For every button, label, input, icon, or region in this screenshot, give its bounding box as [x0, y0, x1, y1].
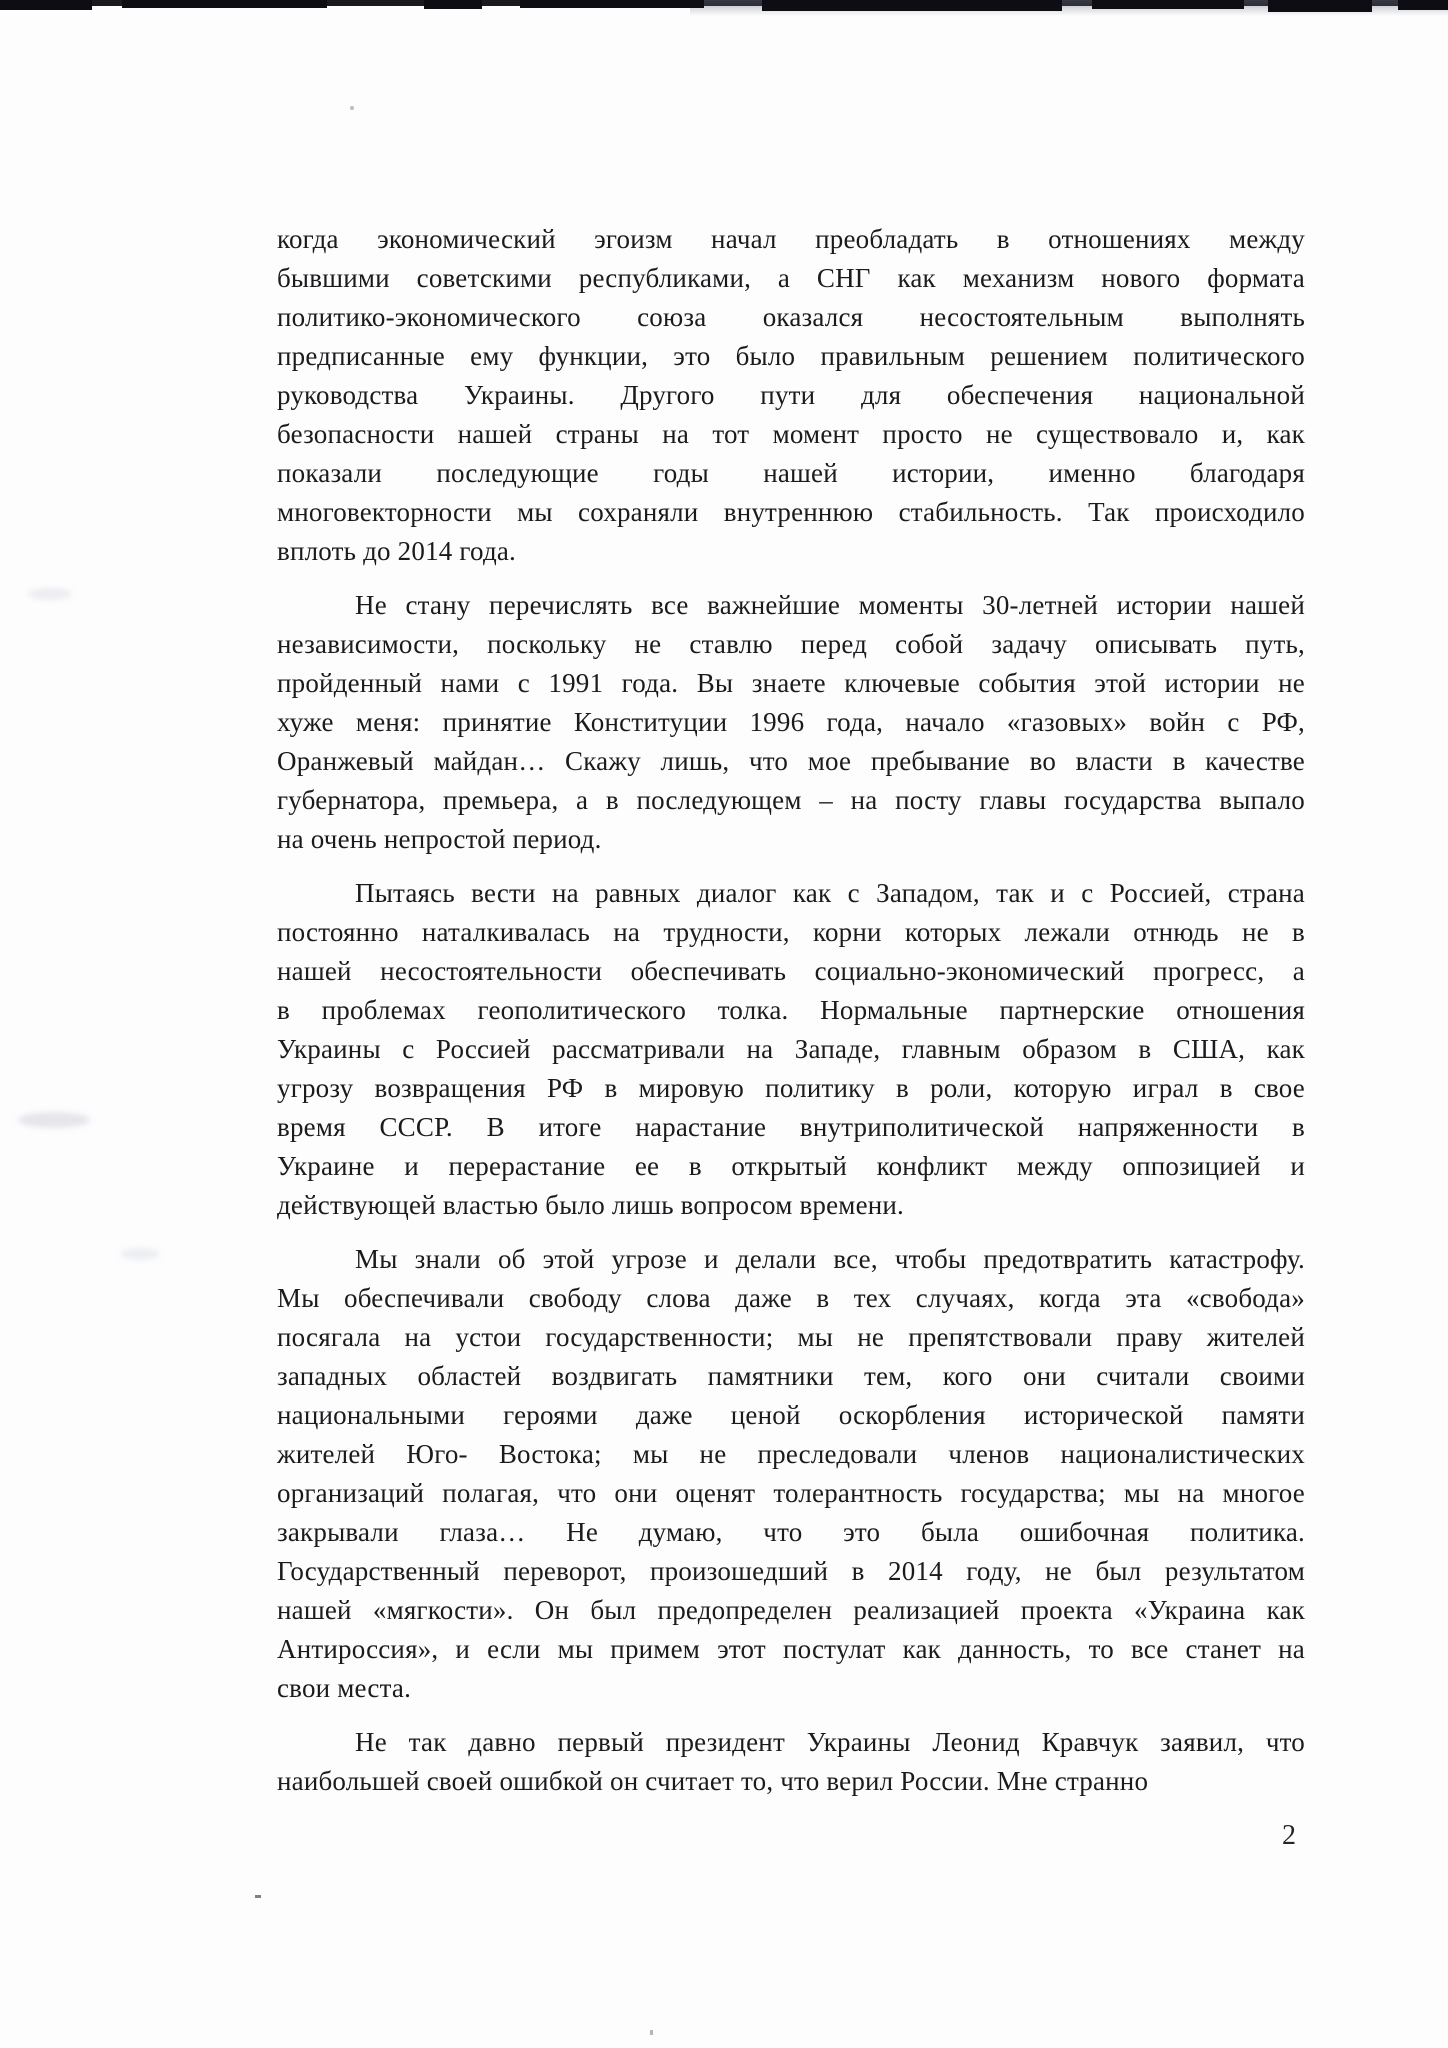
text-line: свои места. — [277, 1673, 412, 1703]
text-line: нашей «мягкости». Он был предопределен реализацией проекта «Украина как — [277, 1595, 1305, 1625]
paragraph — [277, 220, 1305, 571]
text-line: Не стану перечислять все важнейшие моменты 30-летней истории нашей — [355, 590, 1305, 620]
scan-speck — [650, 2030, 653, 2035]
text-line: Пытаясь вести на равных диалог как с Западом, так и с Россией, страна — [355, 878, 1305, 908]
text-line: когда экономический эгоизм начал преобладать в отношениях между — [277, 224, 1305, 254]
text-line: действующей властью было лишь вопросом времени. — [277, 1190, 905, 1220]
text-line: показали последующие годы нашей истории, именно благодаря — [277, 458, 1305, 488]
text-line: посягала на устои государственности; мы не препятствовали праву жителей — [277, 1322, 1305, 1352]
text-line: безопасности нашей страны на тот момент просто не существовало и, как — [277, 419, 1305, 449]
scan-smudge — [120, 1248, 160, 1260]
text-line: организаций полагая, что они оценят толерантность государства; мы на многое — [277, 1478, 1305, 1508]
text-line: Мы обеспечивали свободу слова даже в тех случаях, когда эта «свобода» — [277, 1283, 1305, 1313]
text-line: политико-экономического союза оказался несостоятельным выполнять — [277, 302, 1305, 332]
text-line: в проблемах геополитического толка. Нормальные партнерские отношения — [277, 995, 1305, 1025]
text-line: постоянно наталкивалась на трудности, корни которых лежали отнюдь не в — [277, 917, 1305, 947]
text-line: многовекторности мы сохраняли внутреннюю стабильность. Так происходило — [277, 497, 1305, 527]
text-line: независимости, поскольку не ставлю перед собой задачу описывать путь, — [277, 629, 1305, 659]
scan-speck — [350, 106, 354, 110]
text-line: национальными героями даже ценой оскорбления исторической памяти — [277, 1400, 1305, 1430]
text-line: время СССР. В итоге нарастание внутриполитической напряженности в — [277, 1112, 1305, 1142]
paragraph — [277, 586, 1305, 859]
text-line: руководства Украины. Другого пути для обеспечения национальной — [277, 380, 1305, 410]
page-number: 2 — [1282, 1820, 1296, 1851]
text-line: закрывали глаза… Не думаю, что это была ошибочная политика. — [277, 1517, 1305, 1547]
text-line: Украине и перерастание ее в открытый конфликт между оппозицией и — [277, 1151, 1305, 1181]
scan-smudge — [28, 588, 72, 600]
text-line: пройденный нами с 1991 года. Вы знаете ключевые события этой истории не — [277, 668, 1305, 698]
text-line: хуже меня: принятие Конституции 1996 года, начало «газовых» войн с РФ, — [277, 707, 1305, 737]
scan-smudge — [18, 1112, 90, 1128]
scan-speck — [255, 1895, 261, 1898]
text-line: Оранжевый майдан… Скажу лишь, что мое пребывание во власти в качестве — [277, 746, 1305, 776]
text-line: Мы знали об этой угрозе и делали все, чтобы предотвратить катастрофу. — [355, 1244, 1305, 1274]
paragraph — [277, 1240, 1305, 1708]
text-line: Антироссия», и если мы примем этот постулат как данность, то все станет на — [277, 1634, 1305, 1664]
text-line: вплоть до 2014 года. — [277, 536, 517, 566]
text-line: Не так давно первый президент Украины Леонид Кравчук заявил, что — [355, 1727, 1305, 1757]
text-line: бывшими советскими республиками, а СНГ как механизм нового формата — [277, 263, 1305, 293]
text-line: губернатора, премьера, а в последующем – на посту главы государства выпало — [277, 785, 1305, 815]
text-line: предписанные ему функции, это было правильным решением политического — [277, 341, 1305, 371]
text-line: наибольшей своей ошибкой он считает то, что верил России. Мне странно — [277, 1766, 1149, 1796]
text-line: нашей несостоятельности обеспечивать социально-экономический прогресс, а — [277, 956, 1305, 986]
text-line: Государственный переворот, произошедший в 2014 году, не был результатом — [277, 1556, 1305, 1586]
document-body — [277, 220, 1305, 1801]
text-line: Украины с Россией рассматривали на Западе, главным образом в США, как — [277, 1034, 1305, 1064]
paragraph — [277, 1723, 1305, 1801]
text-line: угрозу возвращения РФ в мировую политику в роли, которую играл в свое — [277, 1073, 1305, 1103]
text-line: западных областей воздвигать памятники тем, кого они считали своими — [277, 1361, 1305, 1391]
paragraph — [277, 874, 1305, 1225]
scan-artifact-top-band — [0, 0, 1448, 20]
text-line: на очень непростой период. — [277, 824, 602, 854]
text-line: жителей Юго- Востока; мы не преследовали членов националистических — [277, 1439, 1305, 1469]
